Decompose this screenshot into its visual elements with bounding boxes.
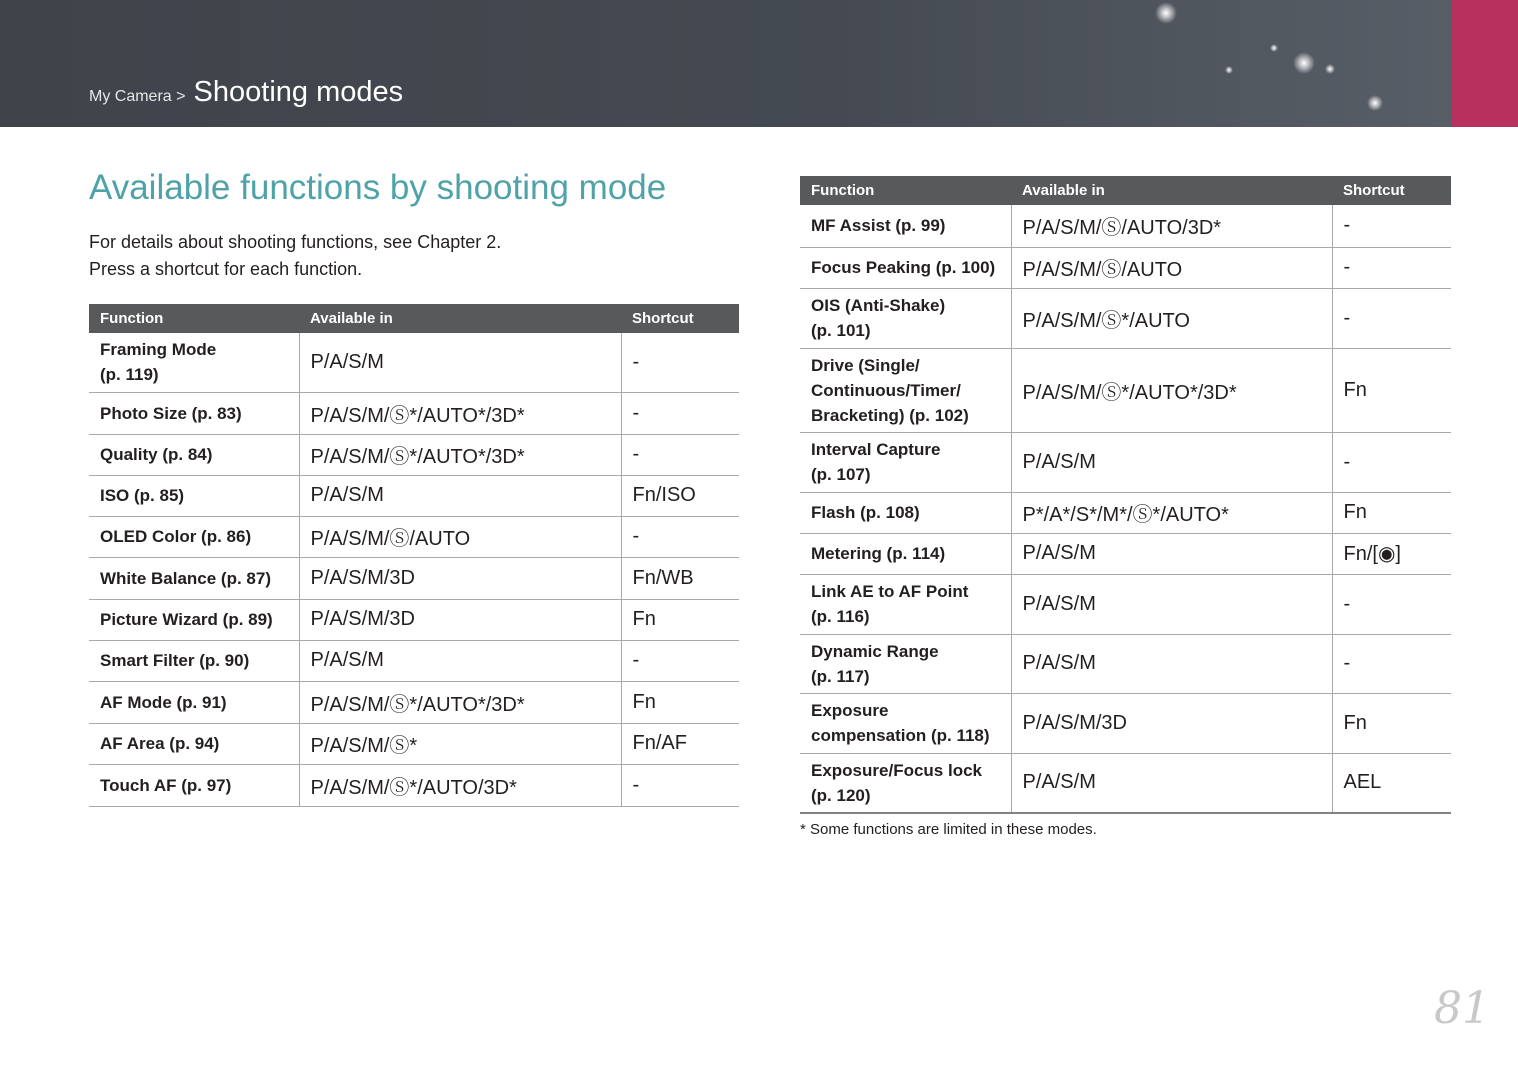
shortcut-cell: Fn [1332, 492, 1451, 533]
available-in-cell: P/A/S/M/Ⓢ*/AUTO*/3D* [299, 392, 621, 434]
shortcut-cell: - [621, 516, 739, 557]
function-cell: Metering (p. 114) [800, 533, 1011, 574]
function-cell: Framing Mode (p. 119) [89, 333, 299, 392]
table-row [89, 557, 739, 599]
available-in-cell: P/A/S/M [299, 640, 621, 681]
table-row [800, 574, 1451, 634]
function-cell: Dynamic Range (p. 117) [800, 634, 1011, 693]
available-in-cell: P/A/S/M/Ⓢ*/AUTO*/3D* [1011, 348, 1332, 432]
table-header-row [89, 304, 739, 333]
breadcrumb [89, 76, 403, 109]
table-row [800, 533, 1451, 574]
available-in-cell: P/A/S/M [1011, 753, 1332, 813]
function-cell: White Balance (p. 87) [89, 557, 299, 599]
available-in-cell: P/A/S/M/Ⓢ*/AUTO*/3D* [299, 681, 621, 723]
shortcut-cell: - [621, 764, 739, 806]
table-row [800, 288, 1451, 348]
table-row [800, 753, 1451, 813]
table-row [89, 434, 739, 475]
available-in-cell: P/A/S/M [1011, 432, 1332, 492]
shortcut-cell: AEL [1332, 753, 1451, 813]
function-cell: AF Area (p. 94) [89, 723, 299, 764]
header-available: Available in [1011, 176, 1332, 205]
header-banner [0, 0, 1518, 127]
available-in-cell: P/A/S/M/3D [299, 557, 621, 599]
shortcut-cell: - [621, 640, 739, 681]
shortcut-cell: - [1332, 288, 1451, 348]
functions-table-right [800, 176, 1451, 814]
function-cell: OIS (Anti-Shake) (p. 101) [800, 288, 1011, 348]
shortcut-cell: Fn [1332, 348, 1451, 432]
function-cell: Exposure/Focus lock (p. 120) [800, 753, 1011, 813]
table-row [800, 348, 1451, 432]
shortcut-cell: - [1332, 205, 1451, 247]
shortcut-cell: Fn/[◉] [1332, 533, 1451, 574]
intro-line: Press a shortcut for each function. [89, 259, 363, 279]
available-in-cell: P/A/S/M/Ⓢ* [299, 723, 621, 764]
table-row [800, 247, 1451, 288]
table-row [800, 432, 1451, 492]
breadcrumb-parent[interactable]: My Camera > [89, 88, 186, 105]
function-cell: Touch AF (p. 97) [89, 764, 299, 806]
shortcut-cell: - [621, 392, 739, 434]
available-in-cell: P*/A*/S*/M*/Ⓢ*/AUTO* [1011, 492, 1332, 533]
function-cell: Link AE to AF Point (p. 116) [800, 574, 1011, 634]
sparkle-decoration [1325, 64, 1335, 74]
function-cell: Picture Wizard (p. 89) [89, 599, 299, 640]
intro-text [89, 229, 501, 283]
table-header-row [800, 176, 1451, 205]
table-row [800, 693, 1451, 753]
function-cell: Focus Peaking (p. 100) [800, 247, 1011, 288]
function-cell: Exposure compensation (p. 118) [800, 693, 1011, 753]
shortcut-cell: - [1332, 574, 1451, 634]
shortcut-cell: Fn [621, 681, 739, 723]
table-row [89, 764, 739, 806]
available-in-cell: P/A/S/M [1011, 533, 1332, 574]
available-in-cell: P/A/S/M/Ⓢ/AUTO/3D* [1011, 205, 1332, 247]
functions-table-left [89, 304, 739, 807]
table-row [89, 392, 739, 434]
table-row [89, 640, 739, 681]
shortcut-cell: - [621, 333, 739, 392]
table-row [89, 333, 739, 392]
footnote: * Some functions are limited in these modes. [800, 821, 1097, 838]
shortcut-cell: - [621, 434, 739, 475]
sparkle-decoration [1293, 52, 1315, 74]
available-in-cell: P/A/S/M/3D [1011, 693, 1332, 753]
available-in-cell: P/A/S/M [299, 333, 621, 392]
page-title: Available functions by shooting mode [89, 168, 667, 207]
available-in-cell: P/A/S/M/Ⓢ*/AUTO/3D* [299, 764, 621, 806]
function-cell: OLED Color (p. 86) [89, 516, 299, 557]
table-row [89, 723, 739, 764]
shortcut-cell: Fn [621, 599, 739, 640]
header-shortcut: Shortcut [1332, 176, 1451, 205]
available-in-cell: P/A/S/M/Ⓢ*/AUTO [1011, 288, 1332, 348]
header-function: Function [89, 304, 299, 333]
sparkle-decoration [1225, 66, 1233, 74]
table-row [800, 492, 1451, 533]
available-in-cell: P/A/S/M/3D [299, 599, 621, 640]
header-accent [1452, 0, 1518, 127]
shortcut-cell: - [1332, 634, 1451, 693]
sparkle-decoration [1270, 44, 1278, 52]
function-cell: MF Assist (p. 99) [800, 205, 1011, 247]
function-cell: Drive (Single/ Continuous/Timer/ Bracketing) (p. 102) [800, 348, 1011, 432]
shortcut-cell: Fn/AF [621, 723, 739, 764]
function-cell: AF Mode (p. 91) [89, 681, 299, 723]
table-row [800, 205, 1451, 247]
table-row [89, 599, 739, 640]
shortcut-cell: Fn [1332, 693, 1451, 753]
table-row [800, 634, 1451, 693]
sparkle-decoration [1155, 2, 1177, 24]
available-in-cell: P/A/S/M [1011, 634, 1332, 693]
shortcut-cell: - [1332, 247, 1451, 288]
available-in-cell: P/A/S/M/Ⓢ/AUTO [299, 516, 621, 557]
breadcrumb-current: Shooting modes [193, 76, 404, 108]
intro-line: For details about shooting functions, see Chapter 2. [89, 232, 502, 252]
sparkle-decoration [1367, 95, 1383, 111]
shortcut-cell: Fn/ISO [621, 475, 739, 516]
function-cell: Smart Filter (p. 90) [89, 640, 299, 681]
header-available: Available in [299, 304, 621, 333]
header-function: Function [800, 176, 1011, 205]
table-row [89, 475, 739, 516]
header-shortcut: Shortcut [621, 304, 739, 333]
available-in-cell: P/A/S/M/Ⓢ/AUTO [1011, 247, 1332, 288]
function-cell: Flash (p. 108) [800, 492, 1011, 533]
shortcut-cell: - [1332, 432, 1451, 492]
function-cell: Quality (p. 84) [89, 434, 299, 475]
available-in-cell: P/A/S/M [1011, 574, 1332, 634]
function-cell: Interval Capture (p. 107) [800, 432, 1011, 492]
available-in-cell: P/A/S/M/Ⓢ*/AUTO*/3D* [299, 434, 621, 475]
function-cell: Photo Size (p. 83) [89, 392, 299, 434]
function-cell: ISO (p. 85) [89, 475, 299, 516]
table-row [89, 681, 739, 723]
table-row [89, 516, 739, 557]
page-number: 81 [1434, 983, 1490, 1034]
available-in-cell: P/A/S/M [299, 475, 621, 516]
shortcut-cell: Fn/WB [621, 557, 739, 599]
